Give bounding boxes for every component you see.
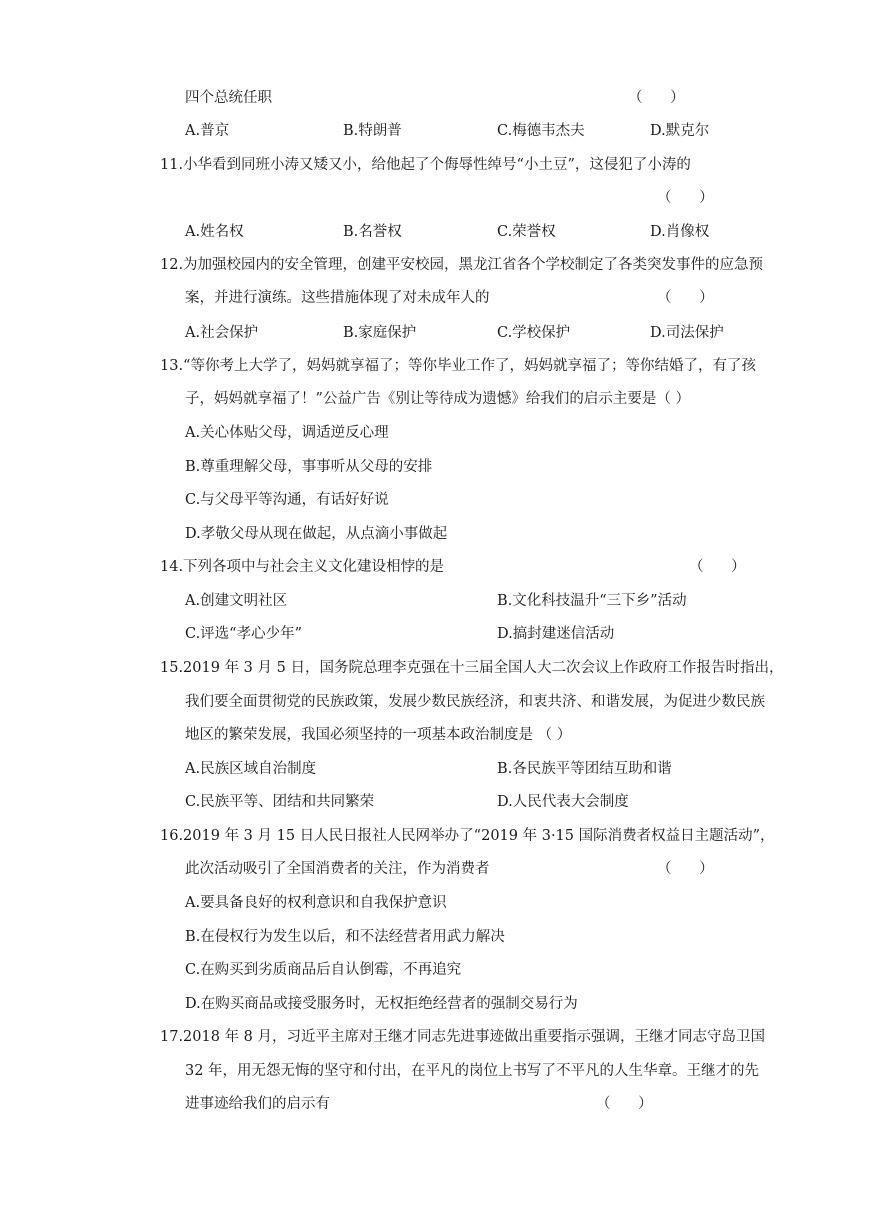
q11-answer-blank: （ ） (657, 190, 714, 206)
q13-option-d: D.孝敬父母从现在做起，从点滴小事做起 (185, 526, 448, 542)
q12-option-a: A.社会保护 (185, 325, 259, 341)
q11-stem: 11.小华看到同班小涛又矮又小，给他起了个侮辱性绰号“小土豆”，这侵犯了小涛的 (160, 157, 691, 173)
q13-stem-line2: 子，妈妈就享福了！”公益广告《别让等待成为遗憾》给我们的启示主要是（ ） (185, 391, 691, 407)
q12-option-b: B.家庭保护 (343, 325, 417, 341)
q10-answer-blank: （ ） (628, 90, 685, 106)
q17-stem-line1: 17.2018 年 8 月，习近平主席对王继才同志先进事迹做出重要指示强调，王继才同志守岛卫国 (160, 1029, 766, 1045)
q15-stem-line1: 15.2019 年 3 月 5 日，国务院总理李克强在十三届全国人大二次会议上作政府工作报告时指出， (160, 660, 784, 676)
q15-option-d: D.人民代表大会制度 (497, 794, 629, 810)
q12-answer-blank: （ ） (657, 290, 714, 306)
q11-option-a: A.姓名权 (185, 224, 244, 240)
q15-option-c: C.民族平等、团结和共同繁荣 (185, 794, 375, 810)
q12-stem-line1: 12.为加强校园内的安全管理，创建平安校园，黑龙江省各个学校制定了各类突发事件的应急预 (160, 257, 764, 273)
q14-answer-blank: （ ） (689, 559, 746, 575)
q15-stem-line3: 地区的繁荣发展，我国必须坚持的一项基本政治制度是 （ ） (185, 727, 572, 743)
q16-option-c: C.在购买到劣质商品后自认倒霉，不再追究 (185, 962, 462, 978)
q10-option-c: C.梅德韦杰夫 (497, 123, 585, 139)
q10-option-d: D.默克尔 (650, 123, 710, 139)
q13-option-b: B.尊重理解父母，事事听从父母的安排 (185, 459, 433, 475)
q13-option-a: A.关心体贴父母，调适逆反心理 (185, 425, 389, 441)
q16-option-d: D.在购买商品或接受服务时，无权拒绝经营者的强制交易行为 (185, 996, 578, 1012)
q14-option-d: D.搞封建迷信活动 (497, 626, 615, 642)
q12-option-c: C.学校保护 (497, 325, 571, 341)
q13-stem-line1: 13.“等你考上大学了，妈妈就享福了；等你毕业工作了，妈妈就享福了；等你结婚了，有了孩 (160, 358, 756, 374)
q15-option-a: A.民族区域自治制度 (185, 761, 317, 777)
q16-stem-line1: 16.2019 年 3 月 15 日人民日报社人民网举办了“2019 年 3·15 国际消费者权益日主题活动”， (160, 828, 775, 844)
q16-answer-blank: （ ） (657, 861, 714, 877)
q12-stem-line2: 案，并进行演练。这些措施体现了对未成年人的 (185, 290, 490, 306)
q11-option-c: C.荣誉权 (497, 224, 556, 240)
q11-option-d: D.肖像权 (650, 224, 710, 240)
q10-option-b: B.特朗普 (343, 123, 402, 139)
q14-stem: 14.下列各项中与社会主义文化建设相悖的是 (160, 559, 445, 575)
q15-option-b: B.各民族平等团结互助和谐 (497, 761, 672, 777)
q16-stem-line2: 此次活动吸引了全国消费者的关注，作为消费者 (185, 861, 490, 877)
q11-option-b: B.名誉权 (343, 224, 402, 240)
q17-stem-line2: 32 年，用无怨无悔的坚守和付出，在平凡的岗位上书写了不平凡的人生华章。王继才的先 (185, 1063, 760, 1079)
q14-option-a: A.创建文明社区 (185, 593, 288, 609)
q10-option-a: A.普京 (185, 123, 230, 139)
q13-option-c: C.与父母平等沟通，有话好好说 (185, 492, 389, 508)
q14-option-c: C.评选“孝心少年” (185, 626, 303, 642)
q14-option-b: B.文化科技温升“三下乡”活动 (497, 593, 687, 609)
q17-stem-line3: 进事迹给我们的启示有 (185, 1096, 330, 1112)
q16-option-a: A.要具备良好的权利意识和自我保护意识 (185, 895, 447, 911)
q17-answer-blank: （ ） (596, 1096, 653, 1112)
q16-option-b: B.在侵权行为发生以后，和不法经营者用武力解决 (185, 929, 505, 945)
q12-option-d: D.司法保护 (650, 325, 724, 341)
q15-stem-line2: 我们要全面贯彻党的民族政策，发展少数民族经济，和衷共济、和谐发展，为促进少数民族 (185, 694, 765, 710)
q10-stem-continued: 四个总统任职 (185, 90, 272, 106)
